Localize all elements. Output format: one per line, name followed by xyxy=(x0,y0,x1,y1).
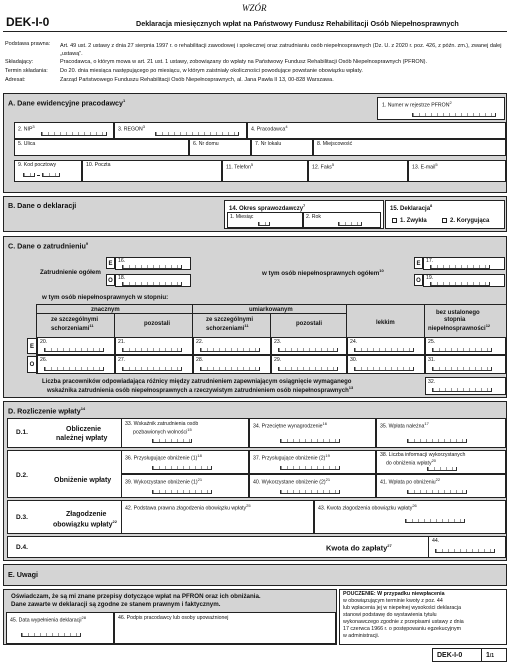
section-b-title: B. Dane o deklaracji xyxy=(8,201,77,210)
wzor-watermark: WZÓR xyxy=(242,3,267,13)
field-37[interactable]: 37. Przysługujące obniżenie $(2)^{19}$ xyxy=(249,450,376,474)
section-b xyxy=(3,196,507,232)
header-szczeg-2b: schorzeniami$^{11}$ xyxy=(206,323,249,332)
d3-label-2: obowiązku wpłaty$^{22}$ xyxy=(53,519,117,529)
field-8-miejscowosc[interactable]: 8. Miejscowość xyxy=(313,139,506,156)
eo-o-17: O xyxy=(414,274,423,286)
label-w-stopniu: w tym osób niepełnosprawnych w stopniu: xyxy=(42,294,169,301)
field-14-1-miesiac[interactable]: 1. Miesiąc xyxy=(227,212,303,228)
field-16[interactable]: 16. xyxy=(115,257,191,270)
field-23[interactable]: 23. xyxy=(271,337,347,355)
field-10-poczta[interactable]: 10. Poczta xyxy=(82,160,222,182)
meta-text-skladajacy: Pracodawca, o którym mowa w art. 21 ust. 1 ustawy, zobowiązany do wpłaty na Państwowy Fundusz Rehabilitacji Osób Niepełnosprawnych (PFRON). xyxy=(60,59,428,65)
d1-label-2: należnej wpłaty xyxy=(56,435,108,442)
field-14-okres: 14. Okres sprawozdawczy$^7$ 1. Miesiąc 2. Rok xyxy=(224,200,384,229)
field-35[interactable]: 35. Wpłata należna$^{17}$ xyxy=(376,418,506,448)
field-44[interactable]: 44. xyxy=(428,536,506,558)
eo-e-16: E xyxy=(106,257,115,269)
field-3-regon[interactable]: 3. REGON$^3$ xyxy=(114,122,247,139)
meta-label-skladajacy: Składający: xyxy=(5,59,34,65)
header-bez-1: bez ustalonego xyxy=(436,310,480,316)
section-c xyxy=(3,236,507,398)
uwagi-area[interactable] xyxy=(3,586,507,587)
header-znacznym: znacznym xyxy=(91,307,120,313)
field-1-pfron[interactable]: 1. Numer w rejestrze PFRON$^2$ xyxy=(377,97,505,120)
meta-block xyxy=(3,33,507,93)
field-36[interactable]: 36. Przysługujące obniżenie $(1)^{18}$ xyxy=(121,450,249,474)
field-2-nip[interactable]: 2. NIP$^3$ xyxy=(14,122,114,139)
field-42[interactable]: 42. Podstawa prawna złagodzenia obowiązku wpłaty$^{25}$ xyxy=(121,500,314,534)
meta-label-podstawa: Podstawa prawna: xyxy=(5,41,51,47)
footer-code: DEK-I-0 xyxy=(437,652,463,659)
eo-o-row: O xyxy=(27,356,37,373)
field-18[interactable]: 18. xyxy=(115,274,191,287)
field-12-faks[interactable]: 12. Faks$^5$ xyxy=(308,160,408,182)
field-41[interactable]: 41. Wpłata po obniżeniu$^{22}$ xyxy=(376,474,506,498)
section-a-title: A. Dane ewidencyjne pracodawcy$^1$ xyxy=(8,98,126,108)
header-bez-2: stopnia xyxy=(444,317,466,323)
regon-comb xyxy=(155,132,239,136)
field-6-nr-domu[interactable]: 6. Nr domu xyxy=(189,139,251,156)
field-5-ulica[interactable]: 5. Ulica xyxy=(14,139,189,156)
header-bez-3: niepełnosprawności$^{12}$ xyxy=(428,323,491,332)
field-39[interactable]: 39. Wykorzystane obniżenie $(1)^{21}$ xyxy=(121,474,249,498)
field-20[interactable]: 20. xyxy=(37,337,115,355)
section-e-title: E. Uwagi xyxy=(8,570,38,579)
header-pozostali-1: pozostali xyxy=(144,321,171,327)
header-szczeg-2a: ze szczególnymi xyxy=(206,317,254,323)
field-33[interactable]: 33. Wskaźnik zatrudnienia osób pozbawionych wolności$^{15}$ xyxy=(121,418,249,448)
d3-code: D.3. xyxy=(16,514,28,521)
header-umiarkowanym: umiarkowanym xyxy=(249,307,293,313)
form-title: Deklaracja miesięcznych wpłat na Państwowy Fundusz Rehabilitacji Osób Niepełnosprawnych xyxy=(136,19,459,28)
field-38[interactable]: 38. Liczba informacji wykorzystanych do obniżenia wpłaty$^{20}$ xyxy=(376,450,506,474)
field-22[interactable]: 22. xyxy=(193,337,271,355)
section-e xyxy=(3,564,507,586)
meta-text-podstawa: Art. 49 ust. 2 ustawy z dnia 27 sierpnia 1997 r. o rehabilitacji zawodowej i społecznej oraz zatrudnianiu osób niepełnosprawnych (Dz. U. z 2020 r. poz. 426, z późn. zm.), zwanej dalej „ustawą”. xyxy=(60,43,502,58)
meta-label-adresat: Adresat: xyxy=(5,77,26,83)
section-a xyxy=(3,93,507,193)
header-szczeg-1b: schorzeniami$^{11}$ xyxy=(51,323,94,332)
d1-label-1: Obliczenie xyxy=(66,426,102,433)
field-21[interactable]: 21. xyxy=(115,337,193,355)
header-rule xyxy=(3,31,507,32)
field-32[interactable]: 32. xyxy=(425,377,506,395)
field-15-deklaracja: 15. Deklaracja$^8$ 1. Zwykła 2. Korygująca xyxy=(385,200,505,229)
field-11-telefon[interactable]: 11. Telefon$^5$ xyxy=(222,160,308,182)
field-26[interactable]: 26. xyxy=(37,355,115,374)
meta-label-termin: Termin składania: xyxy=(5,68,48,74)
field-29[interactable]: 29. xyxy=(271,355,347,374)
label-liczba-2: wskaźnika zatrudnienia osób niepełnosprawnych a rzeczywistym zatrudnieniem osób niepełnosprawnych$^{13}$ xyxy=(47,385,354,394)
pfron-comb xyxy=(412,113,496,117)
eo-e-row: E xyxy=(27,338,37,354)
label-w-tym-np-ogolem: w tym osób niepełnosprawnych ogółem$^{10}$ xyxy=(262,268,384,278)
field-31[interactable]: 31. xyxy=(425,355,506,374)
section-d xyxy=(3,401,507,561)
field-25[interactable]: 25. xyxy=(425,337,506,355)
field-43[interactable]: 43. Kwota złagodzenia obowiązku wpłaty$^{26}$ xyxy=(314,500,506,534)
footer-page: 1/1 xyxy=(486,652,495,659)
footer-code-box xyxy=(432,648,507,662)
form-code: DEK-I-0 xyxy=(6,15,50,29)
meta-text-termin: Do 20. dnia miesiąca następującego po miesiącu, w którym zaistniały okoliczności powodujące powstanie obowiązku wpłaty. xyxy=(60,68,363,74)
kod-comb-a xyxy=(23,173,35,177)
field-30[interactable]: 30. xyxy=(347,355,425,374)
d2-code: D.2. xyxy=(16,472,28,479)
field-7-nr-lokalu[interactable]: 7. Nr lokalu xyxy=(251,139,313,156)
field-34[interactable]: 34. Przeciętne wynagrodzenie$^{16}$ xyxy=(249,418,376,448)
eo-e-17: E xyxy=(414,257,423,269)
d4-code: D.4. xyxy=(16,544,28,551)
field-46[interactable]: 46. Podpis pracodawcy lub osoby upoważnionej xyxy=(114,612,336,644)
meta-text-adresat: Zarząd Państwowego Funduszu Rehabilitacji Osób Niepełnosprawnych, al. Jana Pawła II 13, 00-828 Warszawa. xyxy=(60,77,334,83)
header-lekkim: lekkim xyxy=(376,320,395,326)
label-zwykla: 1. Zwykła xyxy=(400,218,427,224)
d1-code: D.1. xyxy=(16,429,28,436)
pouczenie-block: POUCZENIE: W przypadku niewpłacenia w obowiązującym terminie kwoty z poz. 44 lub wpłacenia jej w niepełnej wysokości deklaracja stanowi podstawę do wystawienia tytułu wykonawczego zgodnie z przepisami ustawy z dnia 17 czerwca 1966 r. o postępowaniu egzekucyjnym w administracji. xyxy=(339,589,507,645)
field-45[interactable]: 45. Data wypełnienia deklaracji$^{28}$ xyxy=(6,612,114,644)
declaration-line-2: Dane zawarte w deklaracji są zgodne ze stanem prawnym i faktycznym. xyxy=(11,601,221,608)
section-d-title: D. Rozliczenie wpłaty$^{14}$ xyxy=(8,406,86,416)
label-zatrudnienie-ogolem: Zatrudnienie ogółem xyxy=(40,269,101,276)
degree-header xyxy=(36,304,506,336)
d3-label-1: Złagodzenie xyxy=(66,511,107,518)
eo-o-16: O xyxy=(106,274,115,286)
field-17[interactable]: 17. xyxy=(423,257,505,270)
kod-comb-b xyxy=(42,173,60,177)
label-liczba-1: Liczba pracowników odpowiadająca różnicy między zatrudnieniem zapewniającym osiągnięcie wymaganego xyxy=(42,379,352,385)
nip-comb xyxy=(41,132,107,136)
field-28[interactable]: 28. xyxy=(193,355,271,374)
d4-label: Kwota do zapłaty$^{27}$ xyxy=(326,543,392,553)
declaration-block xyxy=(3,589,337,645)
checkbox-korygujaca[interactable] xyxy=(442,218,447,223)
field-4-pracodawca[interactable]: 4. Pracodawca$^4$ xyxy=(247,122,506,139)
field-14-2-rok[interactable]: 2. Rok xyxy=(303,212,381,228)
declaration-line-1: Oświadczam, że są mi znane przepisy dotyczące wpłat na PFRON oraz ich obniżania. xyxy=(11,593,261,600)
section-c-title: C. Dane o zatrudnieniu$^9$ xyxy=(8,241,89,251)
field-19[interactable]: 19. xyxy=(423,274,505,287)
label-korygujaca: 2. Korygująca xyxy=(450,218,490,224)
field-9-kod-pocztowy[interactable]: 9. Kod pocztowy xyxy=(14,160,82,182)
field-40[interactable]: 40. Wykorzystane obniżenie $(2)^{21}$ xyxy=(249,474,376,498)
header-szczeg-1a: ze szczególnymi xyxy=(51,317,99,323)
d2-label: Obniżenie wpłaty xyxy=(54,477,112,484)
field-27[interactable]: 27. xyxy=(115,355,193,374)
field-24[interactable]: 24. xyxy=(347,337,425,355)
checkbox-zwykla[interactable] xyxy=(392,218,397,223)
field-13-email[interactable]: 13. E-mail$^5$ xyxy=(408,160,506,182)
header-pozostali-2: pozostali xyxy=(296,321,323,327)
